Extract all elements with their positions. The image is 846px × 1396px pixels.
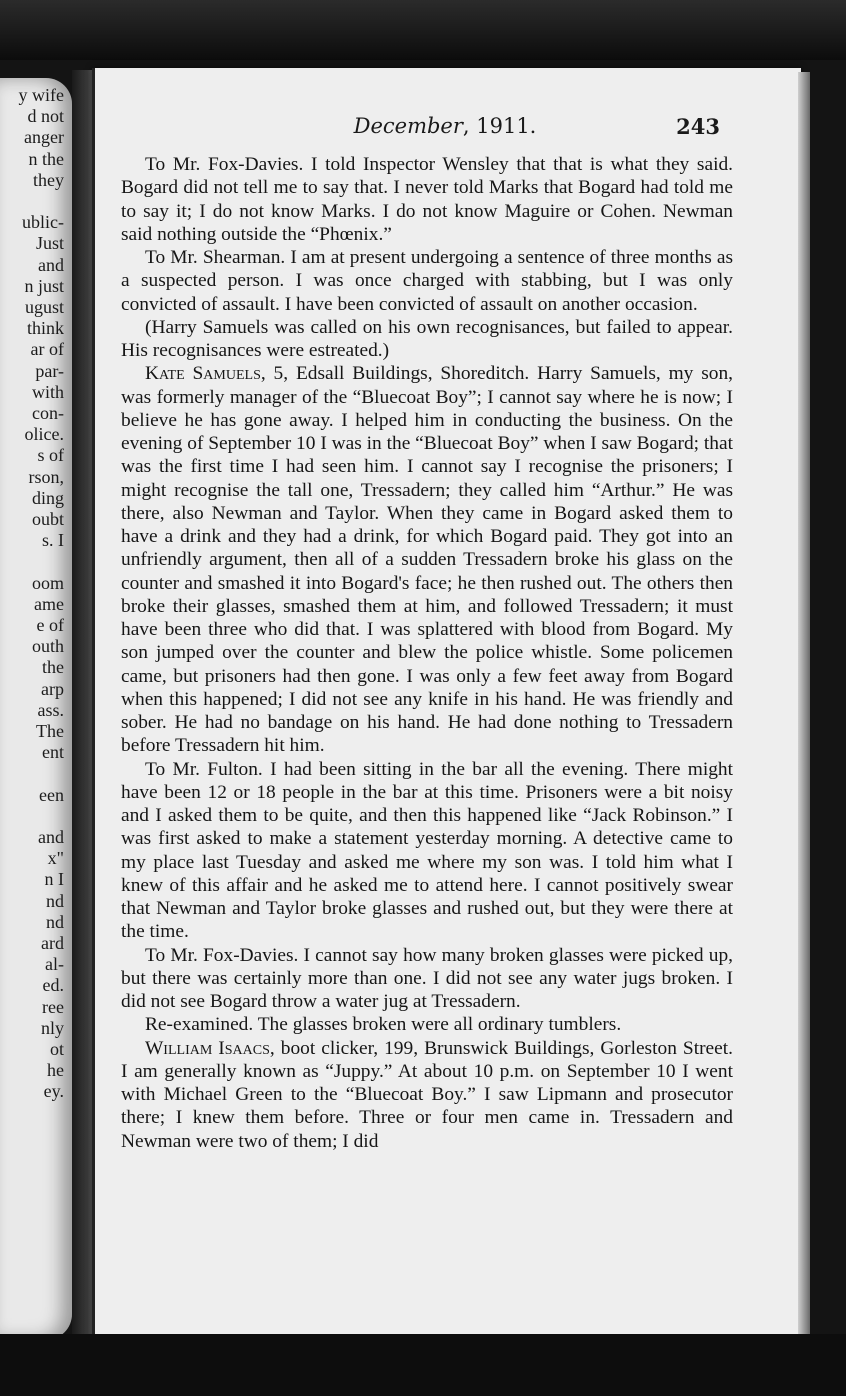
- facing-page-fragment: ass.: [37, 699, 64, 720]
- facing-page-fragment: olice.: [24, 424, 64, 445]
- paragraph-re-examined: [121, 1013, 733, 1036]
- paragraph-william-isaacs: [121, 1037, 733, 1153]
- facing-page-fragment: n I: [44, 869, 64, 890]
- facing-page-fragment: rson,: [28, 466, 64, 487]
- facing-page-fragment: ding: [31, 487, 64, 508]
- facing-page-fragment: s of: [37, 445, 64, 466]
- facing-page-fragment: oubt: [31, 509, 64, 529]
- facing-page-fragment: n the: [28, 148, 64, 169]
- facing-page-fragment: par-: [35, 360, 64, 381]
- running-head: [92, 114, 798, 144]
- facing-page-fragment: think: [26, 318, 64, 339]
- page-number: 243: [676, 114, 720, 139]
- witness-name: Kate Samuels: [145, 363, 261, 385]
- facing-page-fragment: een: [39, 784, 64, 805]
- facing-page-edge: [0, 78, 72, 1340]
- paragraph-fulton: [121, 758, 733, 944]
- paragraph-text: , 5, Edsall Buildings, Shoreditch. Harry Samuels, my son, was formerly manager of the “Bluecoat Boy”; I cannot say where he is now; I believe he has gone away. I helped him in conducting the business. On the evening of September 10 I was in the “Bluecoat Boy” when I saw Bogard; that was the first time I had seen him. I cannot say I recognise the prisoners; I might recognise the tall one, Tressadern; they called him “Arthur.” He was there, also Newman and Taylor. When they came in Bogard asked them to have a drink and they had a drink, for which Bogard paid. They got into an unfriendly argument, then all of a sudden Tressadern broke his glass on the counter and smashed it into Bogard's face; he then rushed out. The others then broke their glasses, smashed them at him, and followed Tressadern; it must have been three who did that. I was splattered with blood from Bogard. My son jumped over the counter and blew the police whistle. Some policemen came, but prisoners had then gone. I was only a few feet away from Bogard when this happened; I did not see any knife in his hand. He was friendly and sober. He had no bandage on his hand. He had done nothing to Tressadern before Tressadern hit him.: [121, 363, 733, 757]
- facing-page-fragment: ame: [34, 593, 64, 614]
- paragraph-harry-samuels-note: [121, 316, 733, 363]
- facing-page-fragment: ard: [41, 933, 64, 953]
- facing-page-fragment: ey.: [43, 1081, 64, 1102]
- paragraph-text: Re-examined. The glasses broken were all ordinary tumblers.: [145, 1014, 622, 1036]
- facing-page-fragment: they: [33, 169, 64, 190]
- facing-page-fragment: nd: [46, 911, 64, 932]
- facing-page-fragment: with: [31, 381, 64, 402]
- facing-page-fragment: anger: [24, 127, 64, 148]
- facing-page-fragment: al-: [45, 954, 64, 975]
- facing-page-fragment: the: [42, 657, 64, 678]
- paragraph-shearman: [121, 246, 733, 316]
- facing-page-fragment: ed.: [42, 975, 64, 996]
- page-stack-edge: [798, 72, 810, 1344]
- facing-page-fragment: nd: [46, 890, 64, 911]
- facing-page-fragment: n just: [24, 275, 64, 296]
- facing-page-fragment: con-: [32, 403, 64, 423]
- witness-name: William Isaacs: [145, 1037, 270, 1059]
- paragraph-text: To Mr. Fulton. I had been sitting in the bar all the evening. There might have been 12 or 18 people in the bar at this time. Prisoners were a bit noisy and I asked them to be quite, and then this happened like “Jack Robinson.” I was first asked to make a statement yesterday morning. A detective came to my place last Tuesday and asked me where my son was. I told him what I knew of this affair and he asked me to attend here. I cannot positively swear that Newman and Taylor broke glasses and rushed out, but they were there at the time.: [121, 758, 733, 943]
- facing-page-fragment: s. I: [42, 530, 64, 551]
- facing-page-fragment: ublic-: [22, 212, 64, 233]
- paragraph-text: To Mr. Fox-Davies. I told Inspector Wensley that that is what they said. Bogard did not tell me to say that. I never told Marks that Bogard had told me to say it; I do not know Marks. I do not know Maguire or Cohen. Newman said nothing outside the “Phœnix.”: [121, 154, 733, 245]
- facing-page-fragment: and: [38, 827, 64, 847]
- paragraph-text: To Mr. Fox-Davies. I cannot say how many broken glasses were picked up, but there was certainly more than one. I did not see any water jugs broken. I did not see Bogard throw a water jug at Tressadern.: [121, 944, 733, 1012]
- facing-page-fragment: oom: [31, 572, 64, 593]
- facing-page-fragment: and: [38, 254, 64, 275]
- facing-page-fragment: e of: [36, 615, 64, 635]
- facing-page-fragment: ent: [42, 742, 64, 763]
- facing-page-fragment: he: [47, 1060, 64, 1081]
- facing-page-fragment: The: [36, 721, 64, 741]
- paragraph-fox-davies-2: [121, 944, 733, 1014]
- facing-page-fragment: ar of: [30, 339, 64, 360]
- facing-page-fragment: Just: [35, 233, 64, 254]
- facing-page-fragment: d not: [27, 106, 64, 127]
- facing-page-fragment: ugust: [24, 297, 64, 317]
- facing-page-fragment: ot: [49, 1039, 64, 1059]
- facing-page-fragment: ree: [42, 996, 64, 1017]
- paragraph-kate-samuels: [121, 362, 733, 757]
- scan-bottom-edge: [0, 1334, 846, 1396]
- body-text: [121, 153, 733, 1153]
- facing-page-fragment: x": [47, 848, 64, 869]
- facing-page-fragment: outh: [31, 636, 64, 657]
- facing-page-fragment: arp: [41, 678, 64, 699]
- paragraph-text: To Mr. Shearman. I am at present undergoing a sentence of three months as a suspected person. I was once charged with stabbing, but I was only convicted of assault. I have been convicted of assault on another occasion.: [121, 247, 733, 315]
- paragraph-text: , boot clicker, 199, Brunswick Buildings, Gorleston Street. I am generally known as “Juppy.” At about 10 p.m. on September 10 I went with Michael Green to the “Bluecoat Boy.” I saw Lipmann and prosecutor there; I knew them before. Three or four men came in. Tressadern and Newman were two of them; I did: [121, 1037, 733, 1152]
- paragraph-fox-davies-1: [121, 153, 733, 246]
- running-head-month: December: [353, 114, 463, 138]
- running-head-year: , 1911.: [462, 114, 537, 138]
- paragraph-text: (Harry Samuels was called on his own recognisances, but failed to appear. His recognisances were estreated.): [121, 316, 733, 361]
- facing-page-fragment: y wife: [18, 85, 64, 105]
- scan-top-edge: [0, 0, 846, 60]
- facing-page-fragment: nly: [40, 1017, 64, 1038]
